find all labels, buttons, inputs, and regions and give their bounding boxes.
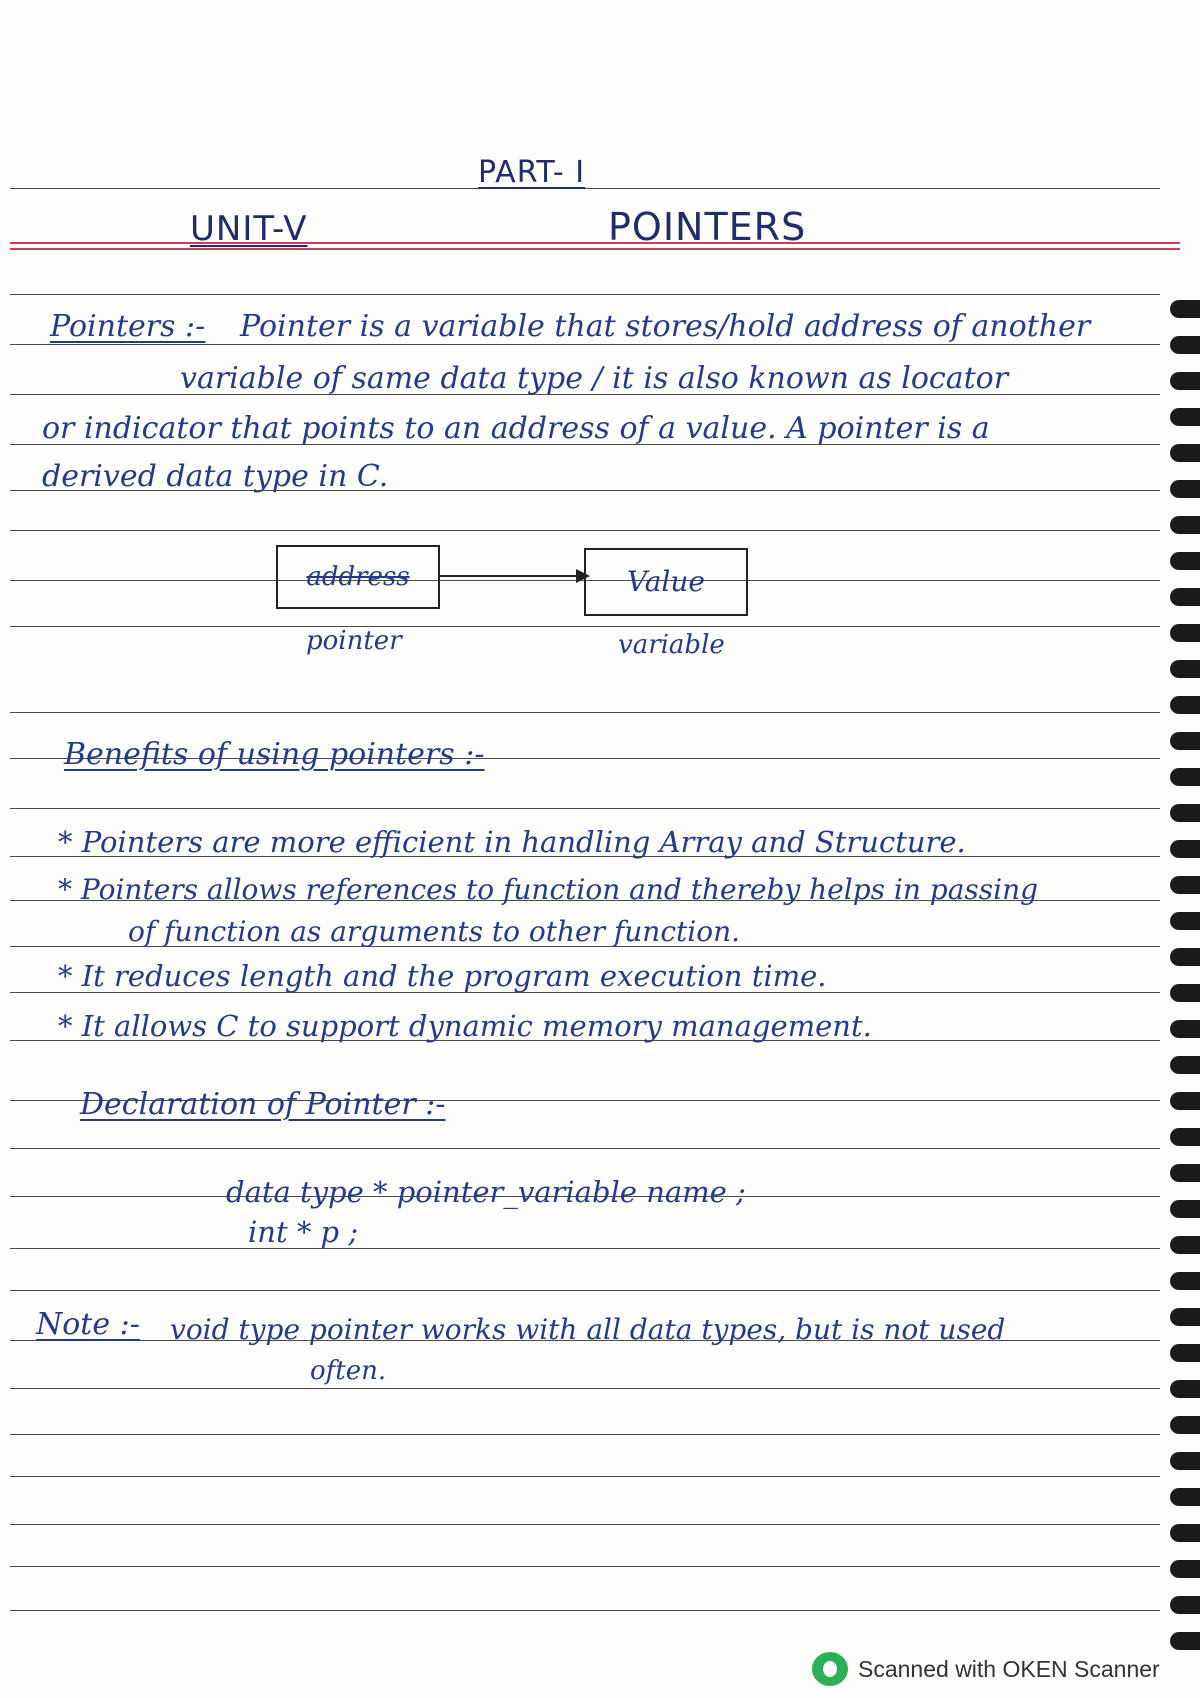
pointer-address-box: [276, 545, 440, 609]
spiral-loop: [1170, 372, 1200, 390]
spiral-loop: [1170, 1236, 1200, 1254]
declaration-example: int * p ;: [248, 1215, 359, 1249]
spiral-loop: [1170, 1560, 1200, 1578]
spiral-loop: [1170, 336, 1200, 354]
ruled-line: [10, 1148, 1160, 1149]
spiral-loop: [1170, 552, 1200, 570]
spiral-loop: [1170, 840, 1200, 858]
benefit-item-2: * Pointers allows references to function and thereby helps in passing: [58, 873, 1039, 906]
spiral-loop: [1170, 1056, 1200, 1074]
benefit-item-1: * Pointers are more efficient in handling Array and Structure.: [58, 825, 966, 859]
ruled-line: [10, 626, 1160, 627]
ruled-line: [10, 808, 1160, 809]
ruled-line: [10, 530, 1160, 531]
definition-line-4: derived data type in C.: [42, 459, 389, 494]
spiral-loop: [1170, 1380, 1200, 1398]
spiral-loop: [1170, 1092, 1200, 1110]
spiral-loop: [1170, 624, 1200, 642]
ruled-line: [10, 712, 1160, 713]
spiral-loop: [1170, 1416, 1200, 1434]
ruled-line: [10, 1476, 1160, 1477]
note-line-1: void type pointer works with all data types, but is not used: [170, 1313, 1006, 1346]
note-line-2: often.: [310, 1356, 387, 1386]
variable-caption: variable: [618, 630, 725, 660]
spiral-loop: [1170, 768, 1200, 786]
scanner-watermark: [812, 1652, 1160, 1686]
ruled-line: [10, 294, 1160, 295]
spiral-loop: [1170, 1632, 1200, 1650]
definition-line-2: variable of same data type / it is also known as locator: [180, 361, 1009, 396]
ruled-line: [10, 1290, 1160, 1291]
unit-heading: UNIT-V: [190, 209, 308, 249]
spiral-loop: [1170, 732, 1200, 750]
ruled-line: [10, 1388, 1160, 1389]
spiral-loop: [1170, 300, 1200, 318]
benefit-item-4: * It allows C to support dynamic memory management.: [58, 1009, 872, 1043]
pointer-caption: pointer: [306, 626, 402, 656]
topic-heading: POINTERS: [608, 205, 807, 249]
spiral-loop: [1170, 912, 1200, 930]
scanner-text: Scanned with OKEN Scanner: [858, 1655, 1160, 1682]
spiral-loop: [1170, 408, 1200, 426]
ruled-line: [10, 1566, 1160, 1567]
definition-line-3: or indicator that points to an address of a value. A pointer is a: [42, 411, 990, 446]
ruled-line: [10, 1248, 1160, 1249]
spiral-loop: [1170, 1164, 1200, 1182]
margin-line: [10, 242, 1180, 244]
benefits-heading: Benefits of using pointers :-: [64, 737, 485, 772]
margin-line: [10, 248, 1180, 250]
benefit-item-3: * It reduces length and the program execution time.: [58, 959, 827, 993]
spiral-loop: [1170, 1596, 1200, 1614]
spiral-loop: [1170, 588, 1200, 606]
spiral-loop: [1170, 480, 1200, 498]
ruled-line: [10, 188, 1160, 189]
spiral-loop: [1170, 1308, 1200, 1326]
spiral-loop: [1170, 444, 1200, 462]
spiral-loop: [1170, 1020, 1200, 1038]
note-label: Note :-: [36, 1307, 140, 1342]
spiral-loop: [1170, 1524, 1200, 1542]
ruled-line: [10, 1524, 1160, 1525]
benefit-item-2-cont: of function as arguments to other function.: [128, 915, 741, 948]
variable-value-box: [584, 548, 748, 616]
spiral-loop: [1170, 1272, 1200, 1290]
spiral-loop: [1170, 1488, 1200, 1506]
spiral-loop: [1170, 984, 1200, 1002]
definition-term: Pointers :-: [50, 309, 206, 344]
spiral-loop: [1170, 1200, 1200, 1218]
spiral-loop: [1170, 876, 1200, 894]
ruled-line: [10, 344, 1160, 345]
ruled-line: [10, 1434, 1160, 1435]
value-label: Value: [627, 565, 705, 598]
spiral-loop: [1170, 696, 1200, 714]
definition-line-1: Pointer is a variable that stores/hold address of another: [240, 309, 1091, 344]
spiral-loop: [1170, 1128, 1200, 1146]
ruled-line: [10, 1610, 1160, 1611]
declaration-heading: Declaration of Pointer :-: [80, 1087, 446, 1122]
scanner-logo-icon: [812, 1652, 848, 1686]
pointer-arrow: [438, 566, 590, 586]
address-label: address: [306, 562, 410, 592]
spiral-loop: [1170, 1344, 1200, 1362]
part-heading: PART- I: [478, 155, 586, 190]
declaration-syntax: data type * pointer_variable name ;: [226, 1175, 746, 1209]
spiral-loop: [1170, 948, 1200, 966]
spiral-loop: [1170, 1452, 1200, 1470]
spiral-loop: [1170, 804, 1200, 822]
spiral-loop: [1170, 516, 1200, 534]
spiral-loop: [1170, 660, 1200, 678]
